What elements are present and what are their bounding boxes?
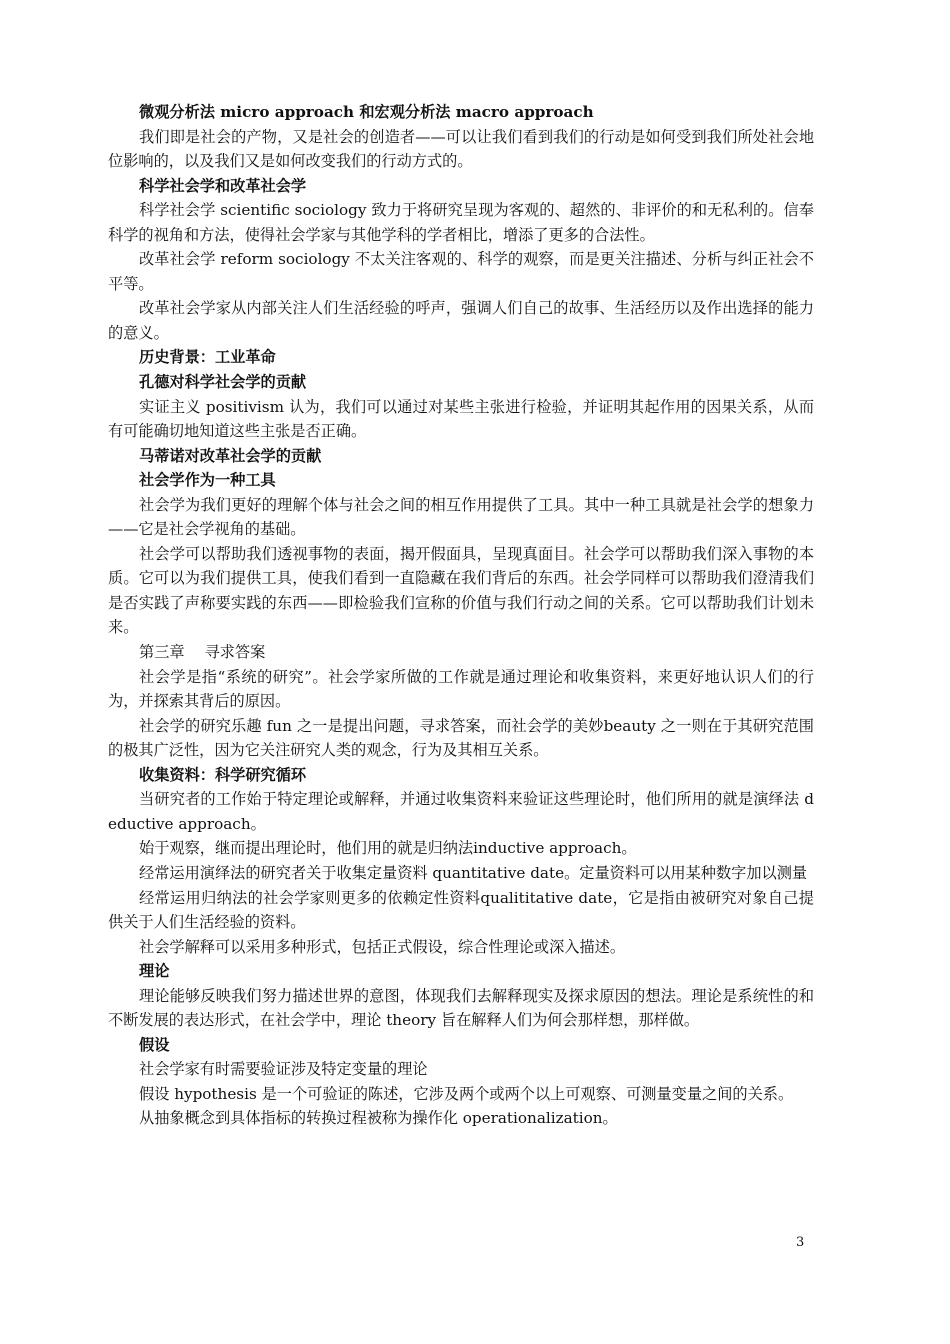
heading-micro-macro: 微观分析法 micro approach 和宏观分析法 macro approach [139, 103, 594, 121]
paragraph: 理论能够反映我们努力描述世界的意图，体现我们去解释现实及探求原因的想法。理论是系统性的和不断发展的表达形式，在社会学中，理论 theory 旨在解释人们为何会那样想，那样做。 [108, 986, 814, 1030]
paragraph: 实证主义 positivism 认为，我们可以通过对某些主张进行检验，并证明其起作用的因果关系，从而有可能确切地知道这些主张是否正确。 [108, 397, 815, 441]
heading-martineau: 马蒂诺对改革社会学的贡献 [139, 446, 322, 465]
paragraph: 社会学的研究乐趣 fun 之一是提出问题，寻求答案，而社会学的美妙beauty 之一则在于其研究范围的极其广泛性，因为它关注研究人类的观念，行为及其相互关系。 [108, 716, 814, 760]
paragraph: 社会学解释可以采用多种形式，包括正式假设，综合性理论或深入描述。 [139, 937, 625, 956]
document-page [108, 100, 814, 1131]
paragraph: 社会学是指“系统的研究”。社会学家所做的工作就是通过理论和收集资料，来更好地认识人们的行为，并探索其背后的原因。 [108, 667, 814, 711]
chapter-title: 第三章 寻求答案 [139, 643, 266, 662]
paragraph: 始于观察，继而提出理论时，他们用的就是归纳法inductive approach。 [139, 839, 637, 858]
paragraph: 当研究者的工作始于特定理论或解释，并通过收集资料来验证这些理论时，他们所用的就是演绎法 deductive approach。 [108, 790, 814, 833]
paragraph: 我们即是社会的产物，又是社会的创造者——可以让我们看到我们的行动是如何受到我们所处社会地位影响的，以及我们又是如何改变我们的行动方式的。 [108, 127, 814, 171]
heading-scientific-reform: 科学社会学和改革社会学 [139, 176, 307, 195]
paragraph: 经常运用演绎法的研究者关于收集定量资料 quantitative date。定量资料可以用某种数字加以测量 [139, 863, 808, 882]
heading-hypothesis: 假设 [139, 1035, 170, 1054]
paragraph: 社会学为我们更好的理解个体与社会之间的相互作用提供了工具。其中一种工具就是社会学的想象力——它是社会学视角的基础。 [108, 495, 814, 539]
paragraph: 改革社会学 reform sociology 不太关注客观的、科学的观察，而是更关注描述、分析与纠正社会不平等。 [108, 250, 814, 293]
heading-comte: 孔德对科学社会学的贡献 [139, 373, 307, 392]
heading-theory: 理论 [139, 962, 170, 981]
page-number: 3 [796, 1235, 805, 1250]
paragraph: 从抽象概念到具体指标的转换过程被称为操作化 operationalization。 [139, 1109, 618, 1128]
paragraph: 社会学可以帮助我们透视事物的表面，揭开假面具，呈现真面目。社会学可以帮助我们深入事物的本质。它可以为我们提供工具，使我们看到一直隐藏在我们背后的东西。社会学同样可以帮助我们澄清我们是否实践了声称要实践的东西——即检验我们宣称的价值与我们行动之间的关系。它可以帮助我们计划未来。 [108, 544, 814, 637]
paragraph: 科学社会学 scientific sociology 致力于将研究呈现为客观的、超然的、非评价的和无私利的。信奉科学的视角和方法，使得社会学家与其他学科的学者相比，增添了更多的合法性。 [108, 201, 814, 244]
heading-data-collection: 收集资料：科学研究循环 [139, 765, 307, 784]
heading-tool: 社会学作为一种工具 [139, 471, 276, 490]
paragraph: 改革社会学家从内部关注人们生活经验的呼声，强调人们自己的故事、生活经历以及作出选择的能力的意义。 [108, 299, 814, 342]
heading-history: 历史背景：工业革命 [139, 348, 276, 367]
paragraph: 假设 hypothesis 是一个可验证的陈述，它涉及两个或两个以上可观察、可测量变量之间的关系。 [139, 1084, 794, 1103]
paragraph: 经常运用归纳法的社会学家则更多的依赖定性资料qualititative date，它是指由被研究对象自己提供关于人们生活经验的资料。 [108, 888, 814, 932]
paragraph: 社会学家有时需要验证涉及特定变量的理论 [139, 1060, 428, 1079]
